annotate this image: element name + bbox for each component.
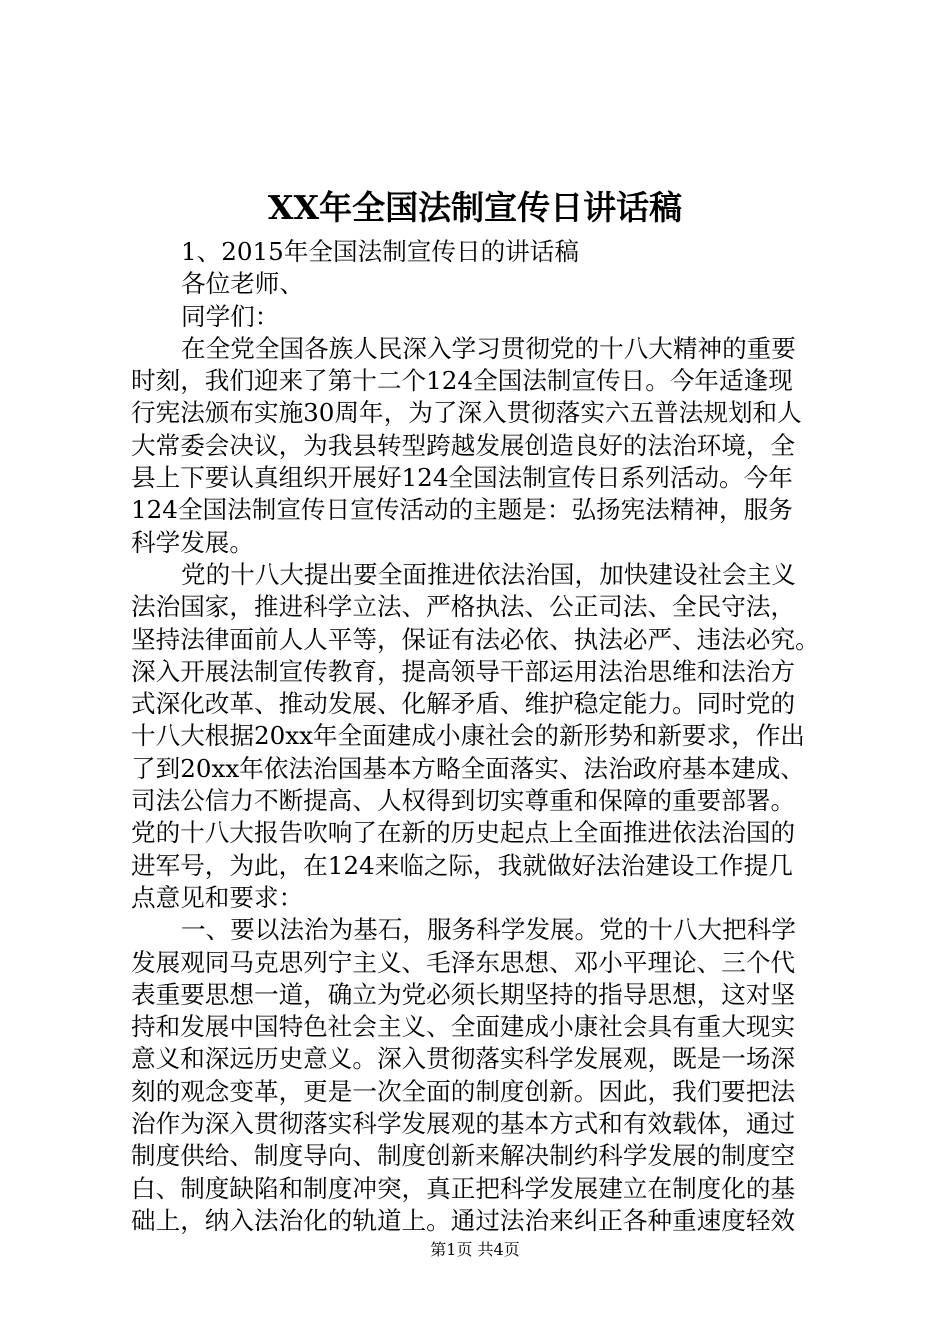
document-body [131, 236, 831, 1237]
text-line: 十八大根据20xx年全面建成小康社会的新形势和新要求，作出 [131, 721, 805, 751]
document-title: XX年全国法制宣传日讲话稿 [267, 188, 683, 227]
text-line: 法治国家，推进科学立法、严格执法、公正司法、全民守法， [131, 592, 796, 622]
text-line: 点意见和要求： [131, 882, 304, 912]
text-line: 1、2015年全国法制宣传日的讲话稿 [181, 237, 579, 266]
text-line: 意义和深远历史意义。深入贯彻落实科学发展观，既是一场深 [131, 1044, 796, 1074]
text-line: 了到20xx年依法治国基本方略全面落实、法治政府基本建成、 [131, 753, 805, 783]
text-line: 在全党全国各族人民深入学习贯彻党的十八大精神的重要 [181, 333, 796, 363]
text-line: 式深化改革、推动发展、化解矛盾、维护稳定能力。同时党的 [131, 689, 796, 719]
text-line: 表重要思想一道，确立为党必须长期坚持的指导思想，这对坚 [131, 979, 796, 1009]
text-line: 党的十八大提出要全面推进依法治国，加快建设社会主义 [181, 559, 796, 589]
text-line: 司法公信力不断提高、人权得到切实尊重和保障的重要部署。 [131, 786, 796, 816]
text-line: 大常委会决议，为我县转型跨越发展创造良好的法治环境，全 [131, 430, 796, 460]
text-line: 进军号，为此，在124来临之际，我就做好法治建设工作提几 [131, 850, 793, 880]
text-line: 科学发展。 [131, 527, 254, 557]
text-line: 党的十八大报告吹响了在新的历史起点上全面推进依法治国的 [131, 818, 796, 848]
text-line: 一、要以法治为基石，服务科学发展。党的十八大把科学 [181, 915, 796, 945]
text-line: 各位老师、 [181, 269, 304, 299]
page-number-footer: 第1页 共4页 [430, 1240, 520, 1259]
text-line: 制度供给、制度导向、制度创新来解决制约科学发展的制度空 [131, 1141, 796, 1171]
text-line: 白、制度缺陷和制度冲突，真正把科学发展建立在制度化的基 [131, 1173, 796, 1203]
text-line: 时刻，我们迎来了第十二个124全国法制宣传日。今年适逢现 [131, 366, 793, 396]
text-line: 刻的观念变革，更是一次全面的制度创新。因此，我们要把法 [131, 1076, 796, 1106]
text-line: 坚持法律面前人人平等，保证有法必依、执法必严、违法必究。 [131, 624, 820, 654]
text-line: 深入开展法制宣传教育，提高领导干部运用法治思维和法治方 [131, 656, 796, 686]
text-line: 础上，纳入法治化的轨道上。通过法治来纠正各种重速度轻效 [131, 1205, 796, 1235]
text-line: 持和发展中国特色社会主义、全面建成小康社会具有重大现实 [131, 1012, 796, 1042]
text-line: 124全国法制宣传日宣传活动的主题是：弘扬宪法精神，服务 [131, 495, 793, 525]
text-line: 治作为深入贯彻落实科学发展观的基本方式和有效载体，通过 [131, 1109, 796, 1139]
text-line: 发展观同马克思列宁主义、毛泽东思想、邓小平理论、三个代 [131, 947, 796, 977]
text-line: 行宪法颁布实施30周年，为了深入贯彻落实六五普法规划和人 [131, 398, 802, 428]
text-line: 县上下要认真组织开展好124全国法制宣传日系列活动。今年 [131, 463, 793, 493]
text-line: 同学们： [181, 301, 280, 331]
